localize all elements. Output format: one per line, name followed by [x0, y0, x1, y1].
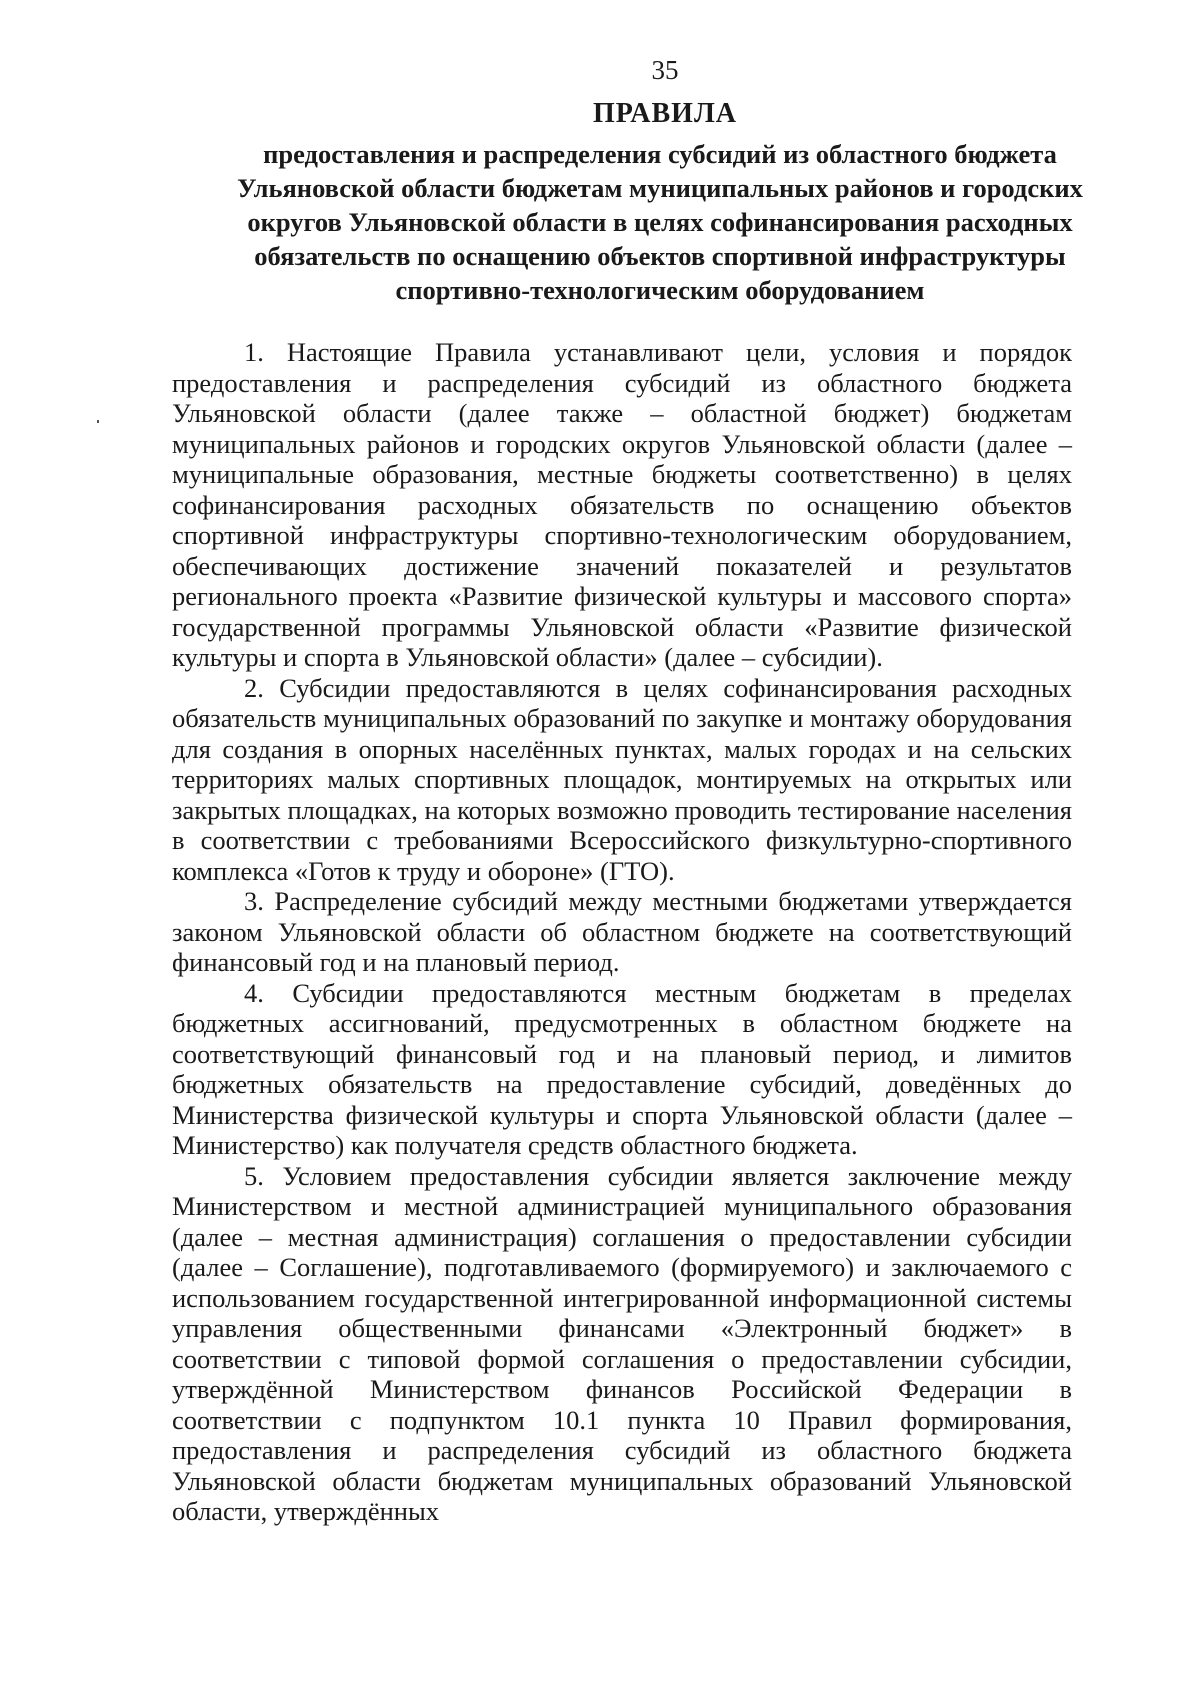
- paragraph-number: 3.: [244, 886, 264, 916]
- paragraph-number: 4.: [244, 977, 264, 1008]
- document-title: ПРАВИЛА: [592, 98, 738, 129]
- document-body: [172, 337, 1072, 1527]
- paragraph-4: [172, 978, 1072, 1161]
- subtitle-line: округов Ульяновской области в целях софинансирования расходных: [247, 207, 1073, 237]
- paragraph-5: [172, 1161, 1072, 1527]
- paragraph-1: [172, 337, 1072, 673]
- paragraph-2: [172, 673, 1072, 887]
- subtitle-line: предоставления и распределения субсидий из областного бюджета: [263, 139, 1057, 169]
- page-number: 35: [651, 55, 679, 85]
- subtitle-line: спортивно-технологическим оборудованием: [395, 275, 925, 305]
- paragraph-number: 1.: [244, 337, 264, 367]
- paragraph-3: [172, 886, 1072, 978]
- paragraph-text: Условием предоставления субсидии является заключение между Министерством и местной администрацией муниципального образования (далее – местная администрация) соглашения о предоставлении субсидии (далее – Соглашение), подготавливаемого (формируемого) и заключаемого с использованием государственной интегрированной информационной системы управления общественными финансами «Электронный бюджет» в соответствии с типовой формой соглашения о предоставлении субсидии, утверждённой Министерством финансов Российской Федерации в соответствии с подпунктом 10.1 пункта 10 Правил формирования, предоставления и распределения субсидий из областного бюджета Ульяновской области бюджетам муниципальных образований Ульяновской области, утверждённых: [172, 1160, 1073, 1526]
- paragraph-text: Настоящие Правила устанавливают цели, условия и порядок предоставления и распределения субсидий из областного бюджета Ульяновской области (далее также – областной бюджет) бюджетам муниципальных районов и городских округов Ульяновской области (далее – муниципальные образования, местные бюджеты соответственно) в целях софинансирования расходных обязательств по оснащению объектов спортивной инфраструктуры спортивно-технологическим оборудованием, обеспечивающих достижение значений показателей и результатов регионального проекта «Развитие физической культуры и массового спорта» государственной программы Ульяновской области «Развитие физической культуры и спорта в Ульяновской области» (далее – субсидии).: [172, 337, 1073, 672]
- paragraph-number: 2.: [244, 672, 264, 703]
- paragraph-text: Распределение субсидий между местными бюджетами утверждается законом Ульяновской области об областном бюджете на соответствующий финансовый год и на плановый период.: [172, 886, 1072, 977]
- scan-speck: [97, 420, 99, 423]
- subtitle-line: Ульяновской области бюджетам муниципальных районов и городских: [237, 173, 1083, 203]
- paragraph-text: Субсидии предоставляются в целях софинансирования расходных обязательств муниципальных образований по закупке и монтажу оборудования для создания в опорных населённых пунктах, малых городах и на сельских территориях малых спортивных площадок, монтируемых на открытых или закрытых площадках, на которых возможно проводить тестирование населения в соответствии с требованиями Всероссийского физкультурно-спортивного комплекса «Готов к труду и обороне» (ГТО).: [172, 672, 1073, 886]
- subtitle-line: обязательств по оснащению объектов спортивной инфраструктуры: [254, 241, 1066, 271]
- paragraph-number: 5.: [244, 1160, 264, 1191]
- paragraph-text: Субсидии предоставляются местным бюджетам в пределах бюджетных ассигнований, предусмотренных в областном бюджете на соответствующий финансовый год и на плановый период, и лимитов бюджетных обязательств на предоставление субсидий, доведённых до Министерства физической культуры и спорта Ульяновской области (далее – Министерство) как получателя средств областного бюджета.: [172, 977, 1073, 1160]
- document-subtitle: [190, 137, 1130, 307]
